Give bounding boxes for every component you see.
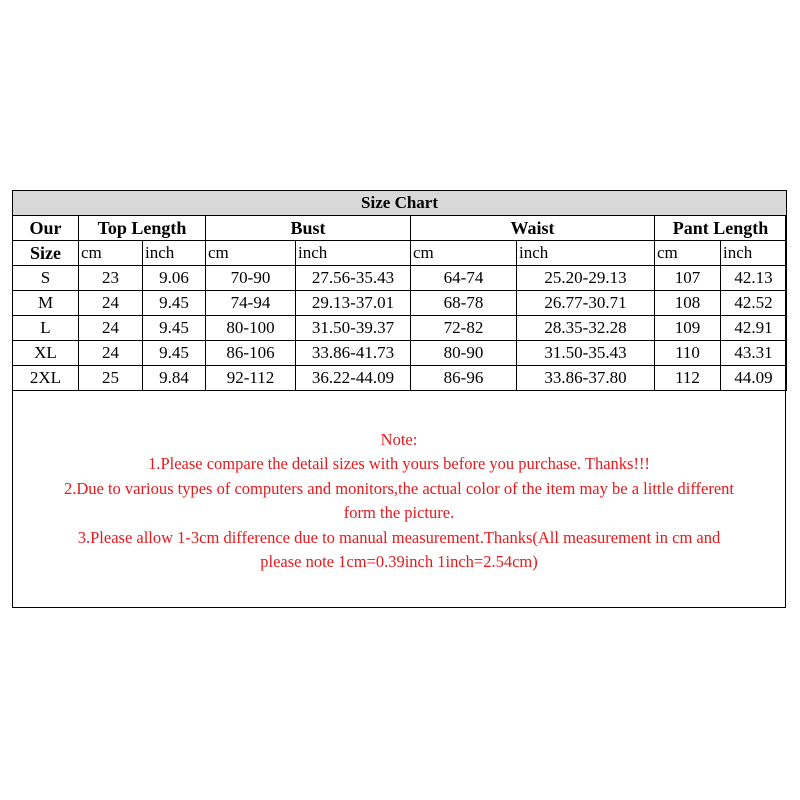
table-cell: 43.31 [721,341,787,366]
table-cell: 107 [655,266,721,291]
table-row [13,266,787,291]
table-cell: 25 [79,366,143,391]
table-cell: 24 [79,316,143,341]
table-cell: 86-106 [206,341,296,366]
unit-cell: cm [79,241,143,266]
table-cell: 9.06 [143,266,206,291]
table-cell: 27.56-35.43 [296,266,411,291]
group-bust: Bust [206,216,411,241]
table-cell: 92-112 [206,366,296,391]
table-cell: 74-94 [206,291,296,316]
table-row [13,341,787,366]
table-cell: 108 [655,291,721,316]
note-line: 2.Due to various types of computers and monitors,the actual color of the item may be a little different [63,478,735,498]
note-line: 3.Please allow 1-3cm difference due to manual measurement.Thanks(All measurement in cm and [77,527,721,547]
note-line: form the picture. [343,503,455,523]
table-cell: 25.20-29.13 [517,266,655,291]
notes-block [12,428,786,574]
table-cell: 28.35-32.28 [517,316,655,341]
unit-cell: inch [143,241,206,266]
size-chart-table [12,190,787,391]
table-cell: 68-78 [411,291,517,316]
table-cell: 24 [79,291,143,316]
group-header-row [13,216,787,241]
size-label-cell: XL [13,341,79,366]
size-label-cell: S [13,266,79,291]
table-cell: 33.86-41.73 [296,341,411,366]
unit-cell: inch [517,241,655,266]
unit-cell: cm [411,241,517,266]
table-cell: 33.86-37.80 [517,366,655,391]
table-cell: 72-82 [411,316,517,341]
table-cell: 44.09 [721,366,787,391]
table-cell: 26.77-30.71 [517,291,655,316]
chart-title: Size Chart [13,191,787,216]
table-cell: 80-100 [206,316,296,341]
table-cell: 9.45 [143,291,206,316]
table-cell: 80-90 [411,341,517,366]
table-cell: 9.84 [143,366,206,391]
table-cell: 23 [79,266,143,291]
table-cell: 110 [655,341,721,366]
size-label-cell: 2XL [13,366,79,391]
table-cell: 109 [655,316,721,341]
table-cell: 29.13-37.01 [296,291,411,316]
size-header-bottom: Size [13,241,79,266]
group-waist: Waist [411,216,655,241]
table-cell: 31.50-35.43 [517,341,655,366]
table-cell: 9.45 [143,341,206,366]
unit-cell: cm [655,241,721,266]
note-line: 1.Please compare the detail sizes with yours before you purchase. Thanks!!! [148,454,650,474]
note-line: please note 1cm=0.39inch 1inch=2.54cm) [260,552,538,572]
table-cell: 112 [655,366,721,391]
table-cell: 64-74 [411,266,517,291]
group-pant-length: Pant Length [655,216,787,241]
table-cell: 86-96 [411,366,517,391]
table-cell: 42.13 [721,266,787,291]
table-cell: 36.22-44.09 [296,366,411,391]
unit-cell: cm [206,241,296,266]
title-row [13,191,787,216]
unit-header-row [13,241,787,266]
table-cell: 24 [79,341,143,366]
table-row [13,316,787,341]
table-cell: 70-90 [206,266,296,291]
size-header-top: Our [13,216,79,241]
size-label-cell: M [13,291,79,316]
unit-cell: inch [296,241,411,266]
table-cell: 9.45 [143,316,206,341]
note-title: Note: [380,430,418,449]
table-cell: 31.50-39.37 [296,316,411,341]
table-row [13,291,787,316]
size-label-cell: L [13,316,79,341]
unit-cell: inch [721,241,787,266]
group-top-length: Top Length [79,216,206,241]
table-cell: 42.52 [721,291,787,316]
table-cell: 42.91 [721,316,787,341]
table-row [13,366,787,391]
